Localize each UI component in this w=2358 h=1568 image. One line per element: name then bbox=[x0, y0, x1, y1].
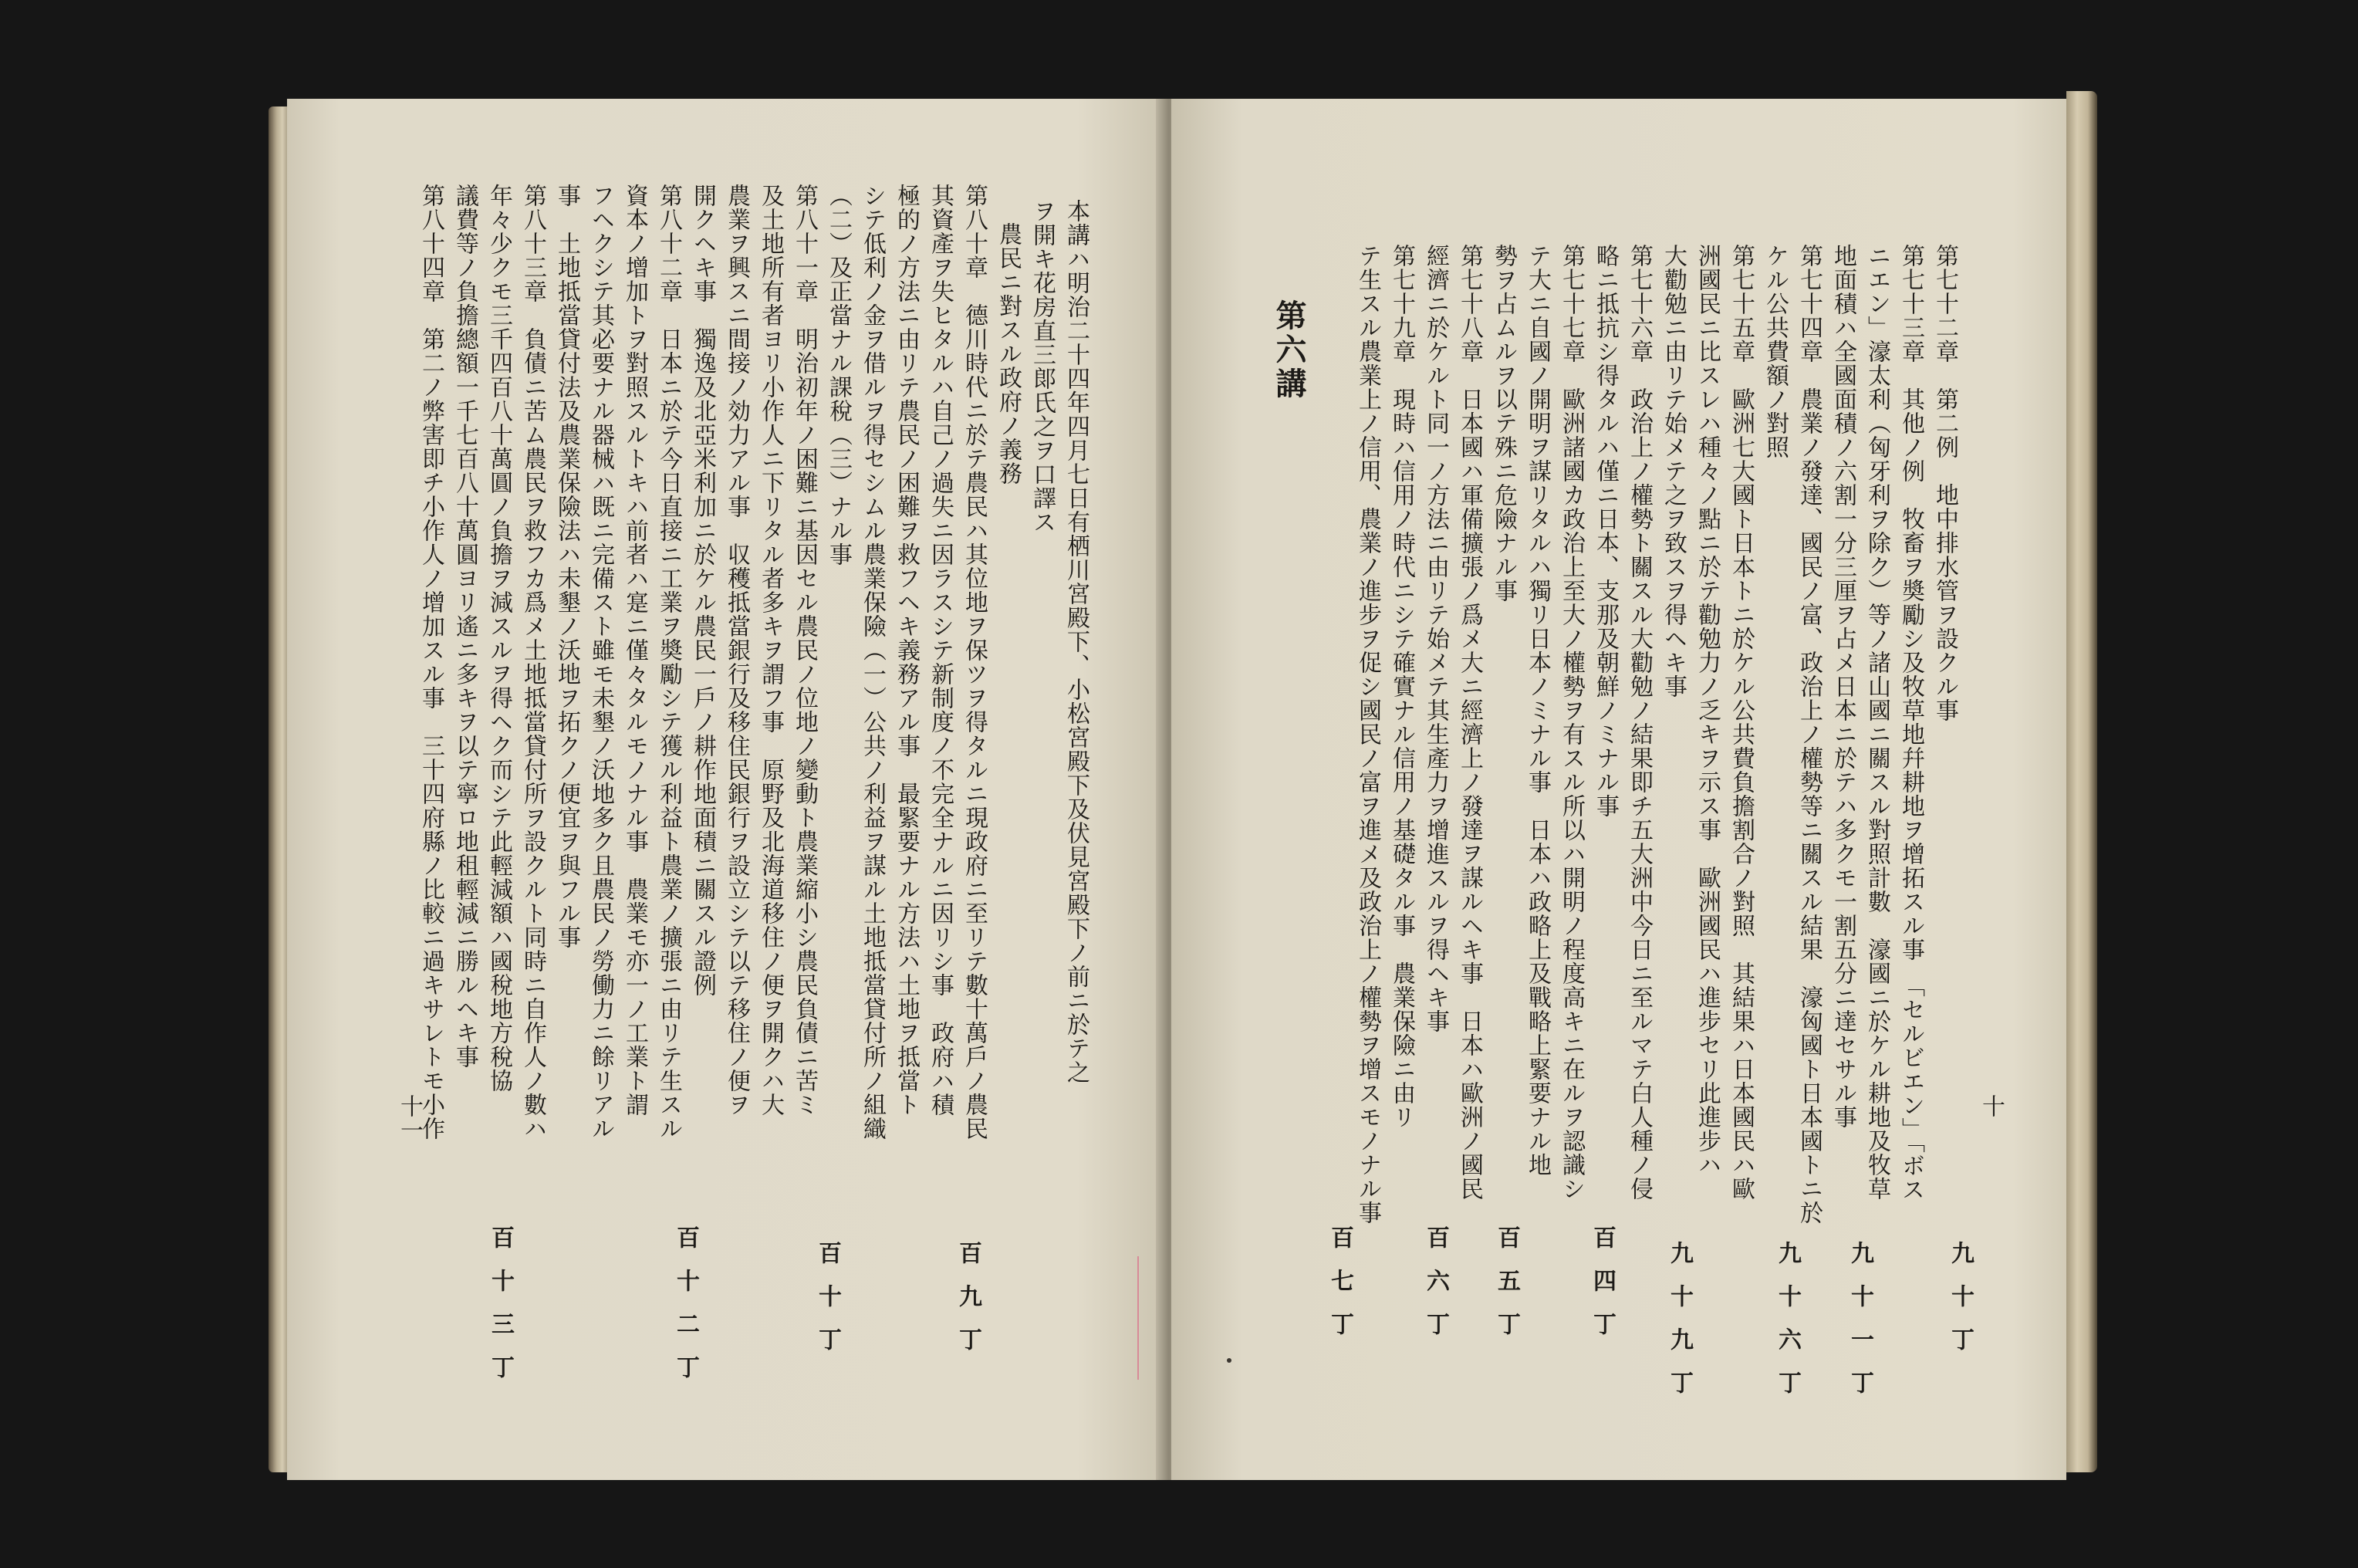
section-title: 農民ニ對スル政府ノ義務 bbox=[995, 222, 1022, 485]
toc-line: フヘクシテ其必要ナル器械ハ既ニ完備スト雖モ未墾ノ沃地多ク且農民ノ勞働力ニ餘リアル bbox=[587, 184, 614, 1141]
page-reference: 百十二丁 bbox=[672, 1225, 699, 1398]
page-number: 十 bbox=[1978, 1094, 2005, 1118]
toc-line: ケル公共費額ノ對照 bbox=[1762, 244, 1789, 459]
page-reference: 百五丁 bbox=[1493, 1225, 1520, 1355]
toc-line: 其資產ヲ失ヒタルハ自己ノ過失ニ因ラスシテ新制度ノ不完全ナルニ因リシ事 政府ハ積 bbox=[927, 184, 954, 1117]
page-reference: 百六丁 bbox=[1422, 1225, 1449, 1355]
open-book bbox=[269, 83, 2097, 1497]
page-reference: 九十九丁 bbox=[1666, 1241, 1693, 1414]
red-pencil-mark bbox=[1137, 1256, 1139, 1380]
toc-line: 第八十四章 第二ノ弊害即チ小作人ノ增加スル事 三十四府縣ノ比較ニ過キサレトモ小作 bbox=[417, 184, 444, 1141]
page-reference: 九十六丁 bbox=[1774, 1241, 1801, 1414]
toc-line: 第七十九章 現時ハ信用ノ時代ニシテ確實ナル信用ノ基礎タル事 農業保險ニ由リ bbox=[1388, 244, 1415, 1129]
page-reference: 百四丁 bbox=[1589, 1225, 1616, 1355]
page-edges-right bbox=[2066, 91, 2097, 1472]
toc-line: 略ニ抵抗シ得タルハ僅ニ日本、支那及朝鮮ノミナル事 bbox=[1592, 244, 1619, 818]
toc-line: 地面積ハ全國面積ノ六割一分三厘ヲ占メ日本ニ於テハ多クモ一割五分ニ達セサル事 bbox=[1829, 244, 1856, 1129]
right-page bbox=[1171, 99, 2066, 1480]
page-reference: 百十丁 bbox=[814, 1241, 841, 1370]
toc-line: 議費等ノ負擔總額一千七百八十萬圓ヨリ遙ニ多キヲ以テ寧ロ地租輕減ニ勝ルヘキ事 bbox=[451, 184, 478, 1069]
toc-line: ヲ開キ花房直三郞氏之ヲ口譯ス bbox=[1029, 199, 1056, 534]
toc-line: 經濟ニ於ケルト同一ノ方法ニ由リテ始メテ其生產力ヲ增進スルヲ得ヘキ事 bbox=[1422, 244, 1449, 1033]
page-reference: 九十一丁 bbox=[1846, 1241, 1873, 1414]
toc-line: 第八十二章 日本ニ於テ今日直接ニ工業ヲ奬勵シテ獲ル利益ト農業ノ擴張ニ由リテ生スル bbox=[655, 184, 682, 1141]
toc-line: 第七十六章 政治上ノ權勢ト關スル大勸勉ノ結果即チ五大洲中今日ニ至ルマテ白人種ノ侵 bbox=[1626, 244, 1653, 1201]
toc-line: 及土地所有者ヨリ小作人ニ下リタル者多キヲ謂フ事 原野及北海道移住ノ便ヲ開クハ大 bbox=[757, 184, 784, 1117]
page-reference: 百七丁 bbox=[1326, 1225, 1353, 1355]
toc-line: 農業ヲ興スニ間接ノ効力アル事 収穫抵當銀行及移住民銀行ヲ設立シテ以テ移住ノ便ヲ bbox=[723, 184, 750, 1117]
toc-line: 第七十八章 日本國ハ軍備擴張ノ爲メ大ニ經濟上ノ發達ヲ謀ルヘキ事 日本ハ歐洲ノ國民 bbox=[1456, 244, 1483, 1201]
toc-line: 事 土地抵當貸付法及農業保險法ハ未墾ノ沃地ヲ拓クノ便宜ヲ與フル事 bbox=[553, 184, 580, 949]
ink-mark bbox=[1227, 1358, 1231, 1363]
toc-line: 極的ノ方法ニ由リテ農民ノ困難ヲ救フヘキ義務アル事 最緊要ナル方法ハ土地ヲ抵當ト bbox=[893, 184, 920, 1117]
page-number: 十一 bbox=[396, 1094, 423, 1142]
toc-line: テ大ニ自國ノ開明ヲ謀リタルハ獨リ日本ノミナル事 日本ハ政略上及戰略上緊要ナル地 bbox=[1524, 244, 1551, 1177]
toc-line: 第七十三章 其他ノ例 牧畜ヲ奬勵シ及牧草地幷耕地ヲ增拓スル事 「セルビエン」「ボス bbox=[1897, 244, 1924, 1201]
page-reference: 九十丁 bbox=[1947, 1241, 1974, 1370]
toc-line: 第七十五章 歐洲七大國ト日本トニ於ケル公共費負擔割合ノ對照 其結果ハ日本國民ハ歐 bbox=[1728, 244, 1755, 1201]
toc-line: ニエン」濠太利（匈牙利ヲ除ク）等ノ諸山國ニ關スル對照計數 濠國ニ於ケル耕地及牧草 bbox=[1863, 244, 1890, 1201]
page-reference: 百十三丁 bbox=[487, 1225, 514, 1398]
toc-line: 年々少クモ三千四百八十萬圓ノ負擔ヲ減スルヲ得ヘク而シテ此輕減額ハ國稅地方稅協 bbox=[485, 184, 512, 1093]
toc-line: 資本ノ增加トヲ對照スルトキハ前者ハ寔ニ僅々タルモノナル事 農業モ亦一ノ工業ト謂 bbox=[621, 184, 648, 1117]
toc-line: 第八十三章 負債ニ苦ム農民ヲ救フカ爲メ土地抵當貸付所ヲ設クルト同時ニ自作人ノ數ハ bbox=[519, 184, 546, 1141]
toc-line: 第七十四章 農業ノ發達、國民ノ富、政治上ノ權勢等ニ關スル結果 濠匈國ト日本國トニ於 bbox=[1796, 244, 1823, 1225]
toc-line: 第七十二章 第二例 地中排水管ヲ設クル事 bbox=[1931, 244, 1958, 722]
toc-line: 第八十一章 明治初年ノ困難ニ基因セル農民ノ位地ノ變動ト農業縮小シ農民負債ニ苦ミ bbox=[791, 184, 818, 1117]
page-reference: 百九丁 bbox=[954, 1241, 981, 1370]
left-page bbox=[287, 99, 1165, 1480]
toc-line: 第八十章 德川時代ニ於テ農民ハ其位地ヲ保ツヲ得タルニ現政府ニ至リテ數十萬戶ノ農民 bbox=[961, 184, 988, 1141]
toc-line: シテ低利ノ金ヲ借ルヲ得セシムル農業保險（一）公共ノ利益ヲ謀ル土地抵當貸付所ノ組織 bbox=[859, 184, 886, 1141]
toc-line: （二）及正當ナル課稅（三）ナル事 bbox=[825, 184, 852, 566]
toc-line: 本講ハ明治二十四年四月七日有栖川宮殿下、小松宮殿下及伏見宮殿下ノ前ニ於テ之 bbox=[1062, 199, 1089, 1084]
toc-line: テ生スル農業上ノ信用、農業ノ進步ヲ促シ國民ノ富ヲ進メ及政治上ノ權勢ヲ增スモノナル事 bbox=[1354, 244, 1381, 1225]
lecture-heading: 第六講 bbox=[1271, 299, 1307, 401]
toc-line: 開クヘキ事 獨逸及北亞米利加ニ於ケル農民一戶ノ耕作地面積ニ關スル證例 bbox=[689, 184, 716, 997]
toc-line: 洲國民ニ比スレハ種々ノ點ニ於テ勸勉力ノ乏キヲ示ス事 歐洲國民ハ進步セリ此進步ハ bbox=[1694, 244, 1721, 1177]
toc-line: 勢ヲ占ムルヲ以テ殊ニ危險ナル事 bbox=[1490, 244, 1517, 603]
toc-line: 第七十七章 歐洲諸國カ政治上至大ノ權勢ヲ有スル所以ハ開明ノ程度高キニ在ルヲ認識シ bbox=[1558, 244, 1585, 1201]
toc-line: 大勸勉ニ由リテ始メテ之ヲ致スヲ得ヘキ事 bbox=[1660, 244, 1687, 698]
